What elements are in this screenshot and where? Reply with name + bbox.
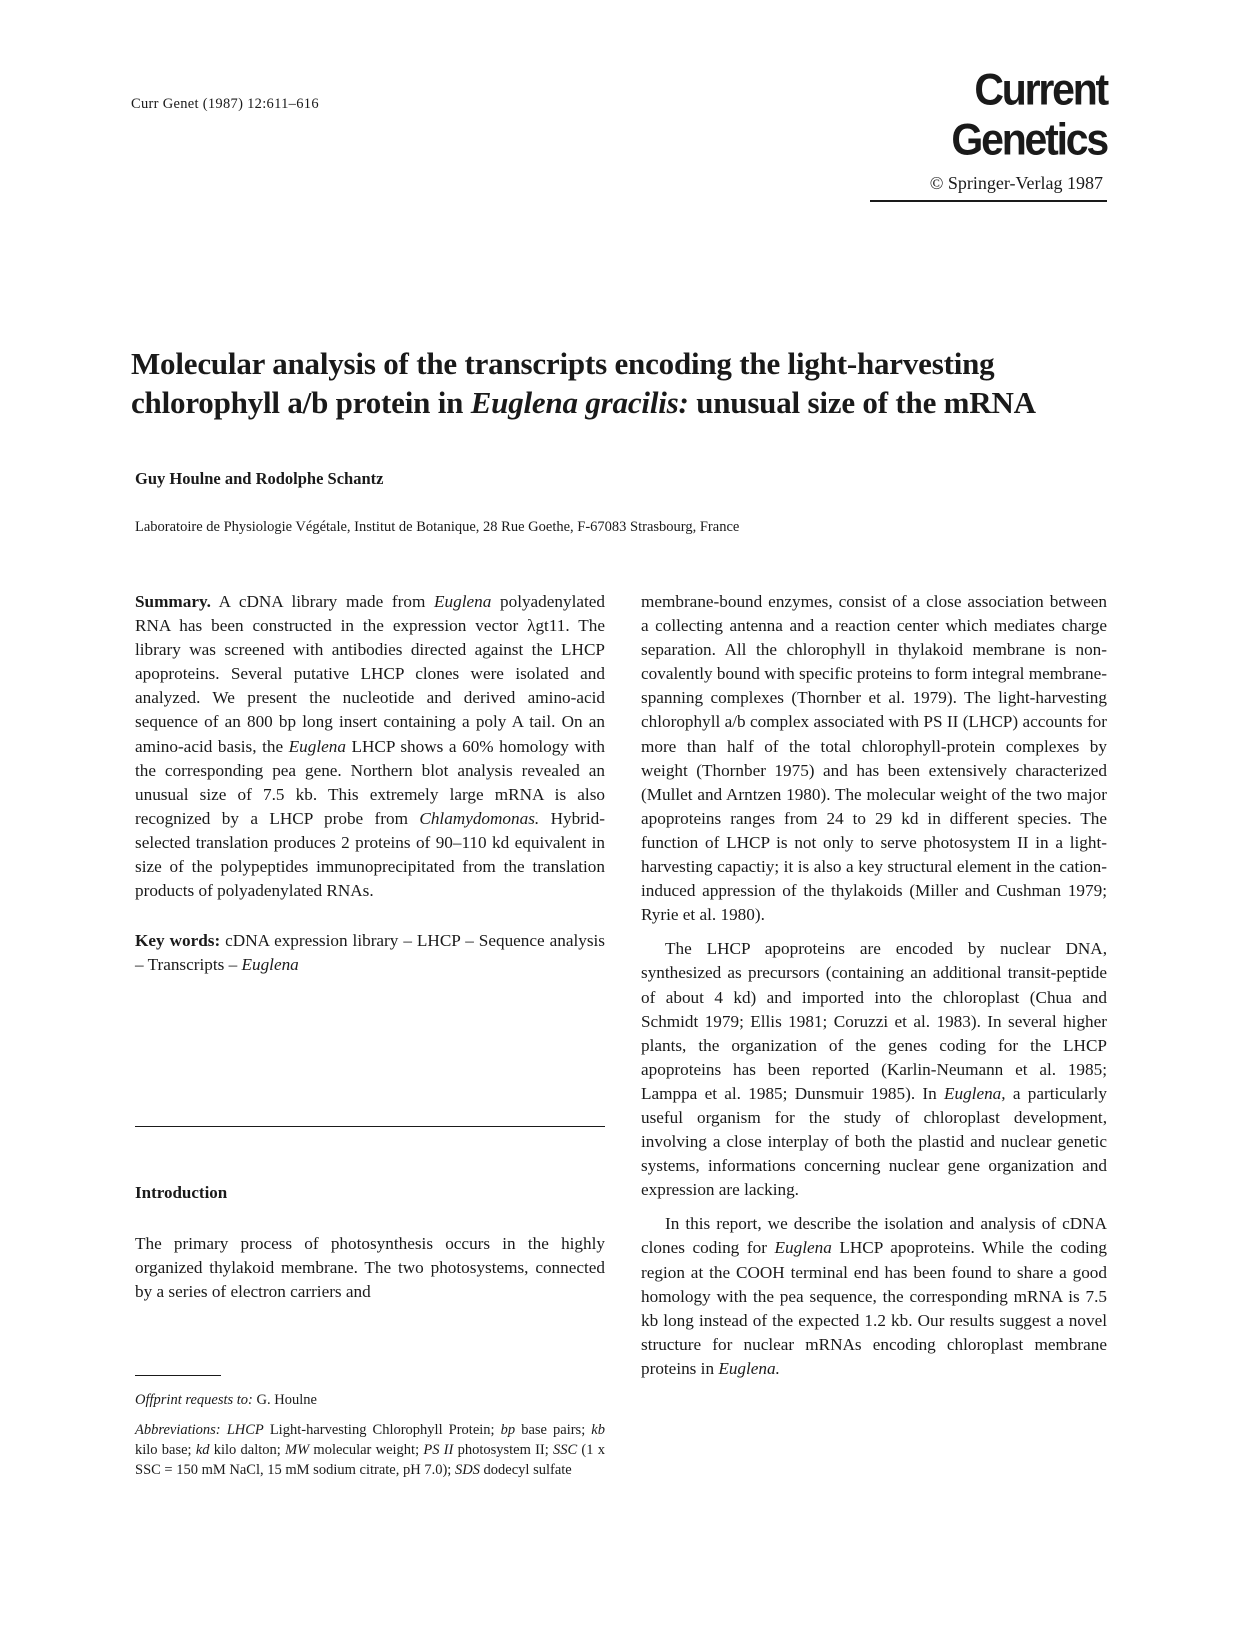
body-text: LHCP apoproteins. While the coding region at the COOH terminal end has been found to share a good homology with the pea sequence, the corresponding mRNA is 7.5 kb long instead of the expected 1.2 kb. Our results suggest a novel structure for nuclear mRNAs encoding chloroplast membrane proteins in — [641, 1238, 1107, 1378]
masthead-rule — [870, 200, 1107, 202]
abbr-def: photosystem II; — [453, 1442, 554, 1458]
summary-text: Hybrid-selected translation produces 2 proteins of 90–110 kd equivalent in size of the polypeptides immunoprecipitated from the translation products of polyadenylated RNAs. — [135, 808, 606, 901]
offprint-name: G. Houlne — [252, 1392, 317, 1408]
abbr-term: SSC — [553, 1442, 578, 1458]
summary-italic: Euglena — [434, 592, 492, 611]
affiliation: Laboratoire de Physiologie Végétale, Institut de Botanique, 28 Rue Goethe, F-67083 Strasbourg, France — [135, 519, 740, 535]
keywords-italic: Euglena — [241, 955, 299, 975]
abbr-term: kb — [591, 1422, 605, 1438]
title-text-end: unusual size of the mRNA — [688, 385, 1036, 420]
offprint-note — [135, 1390, 605, 1410]
right-column — [641, 590, 1107, 1381]
summary-label: Summary. — [135, 592, 211, 611]
abbr-term: PS II — [423, 1442, 454, 1458]
summary-text: polyadenylated RNA has been constructed in the expression vector λgt11. The library was screened with antibodies directed against the LHCP apoproteins. Several putative LHCP clones were isolated and analyzed. We present the nucleotide and derived amino-acid sequence of an 800 bp long insert containing a poly A tail. On an amino-acid basis, the — [135, 592, 605, 756]
keywords-paragraph — [135, 929, 605, 977]
keywords-label: Key words: — [135, 931, 221, 951]
abbr-term: MW — [285, 1442, 310, 1458]
body-text: a particularly useful organism for the study of chloroplast development, involving a close interplay of both the plastid and nuclear genetic systems, informations concerning nuclear gene organization and expression are lacking. — [641, 1083, 1107, 1200]
journal-citation: Curr Genet (1987) 12:611–616 — [131, 96, 319, 112]
abbr-def: kilo dalton; — [209, 1442, 286, 1458]
abbr-def: molecular weight; — [309, 1442, 424, 1458]
footnotes — [135, 1390, 605, 1490]
body-paragraph — [641, 937, 1107, 1202]
publisher-copyright: © Springer-Verlag 1987 — [929, 173, 1103, 193]
body-italic: Euglena. — [718, 1358, 780, 1378]
section-divider — [135, 1126, 605, 1127]
summary-italic: Euglena — [288, 736, 346, 756]
body-text: The LHCP apoproteins are encoded by nuclear DNA, synthesized as precursors (containing an additional transit-peptide of about 4 kd) and imported into the chloroplast (Chua and Schmidt 1979; Ellis 1981; Coruzzi et al. 1983). In several higher plants, the organization of the genes coding for the LHCP apoproteins has been reported (Karlin-Neumann et al. 1985; Lamppa et al. 1985; Dunsmuir 1985). In — [641, 939, 1107, 1103]
left-column — [135, 590, 605, 977]
summary-paragraph — [135, 590, 605, 903]
abbr-term: bp — [500, 1422, 516, 1438]
body-text: In this report, we describe the isolation and analysis of cDNA clones coding for — [641, 1214, 1107, 1258]
summary-italic: Chlamydomonas. — [419, 808, 540, 828]
summary-text: LHCP shows a 60% homology with the corresponding pea gene. Northern blot analysis revealed an unusual size of 7.5 kb. This extremely large mRNA is also recognized by a LHCP probe from — [135, 736, 605, 828]
abbr-term: SDS — [454, 1462, 480, 1478]
title-text: Molecular analysis of the transcripts encoding the light-harvesting chlorophyll a/b protein in — [131, 346, 995, 420]
body-paragraph — [641, 1212, 1107, 1381]
journal-masthead — [870, 64, 1107, 202]
keywords-text: cDNA expression library – LHCP – Sequence analysis – Transcripts – — [135, 931, 605, 975]
footnote-rule — [135, 1375, 221, 1376]
abbreviations-note — [135, 1420, 605, 1480]
introduction-text: The primary process of photosynthesis occurs in the highly organized thylakoid membrane. The two photosystems, connected by a series of electron carriers and — [135, 1234, 605, 1302]
body-italic: Euglena, — [944, 1083, 1006, 1103]
abbr-def: dodecyl sulfate — [479, 1462, 572, 1478]
body-italic: Euglena — [774, 1238, 832, 1258]
body-paragraph: membrane-bound enzymes, consist of a close association between a collecting antenna and a reaction center which mediates charge separation. All the chlorophyll in thylakoid membrane is non-covalently bound with specific proteins to form integral membrane-spanning complexes (Thornber et al. 1979). The light-harvesting chlorophyll a/b complex associated with PS II (LHCP) accounts for more than half of the total chlorophyll-protein complexes by weight (Thornber 1975) and has been extensively characterized (Mullet and Arntzen 1980). The molecular weight of the two major apoproteins ranges from 24 to 29 kd in different species. The function of LHCP is not only to serve photosystem II in a light-harvesting capactiy; it is also a key structural element in the cation-induced appression of the thylakoids (Miller and Cushman 1979; Ryrie et al. 1980). — [641, 592, 1107, 925]
abbreviations-label: Abbreviations: — [135, 1422, 221, 1438]
authors: Guy Houlne and Rodolphe Schantz — [135, 469, 384, 488]
abbr-term: LHCP — [220, 1422, 264, 1438]
title-species: Euglena gracilis: — [470, 385, 689, 420]
article-title — [131, 344, 1091, 422]
abbr-def: kilo base; — [135, 1442, 196, 1458]
summary-text: A cDNA library made from — [210, 592, 435, 611]
abbr-def: Light-harvesting Chlorophyll Protein; — [263, 1422, 501, 1438]
journal-logo: Current Genetics — [951, 64, 1107, 164]
abbr-def: base pairs; — [515, 1422, 592, 1438]
abbr-term: kd — [195, 1442, 210, 1458]
introduction-heading: Introduction — [135, 1183, 228, 1202]
abbr-def: (1 x SSC = 150 mM NaCl, 15 mM sodium citrate, pH 7.0); — [135, 1442, 605, 1478]
offprint-label: Offprint requests to: — [135, 1392, 253, 1408]
